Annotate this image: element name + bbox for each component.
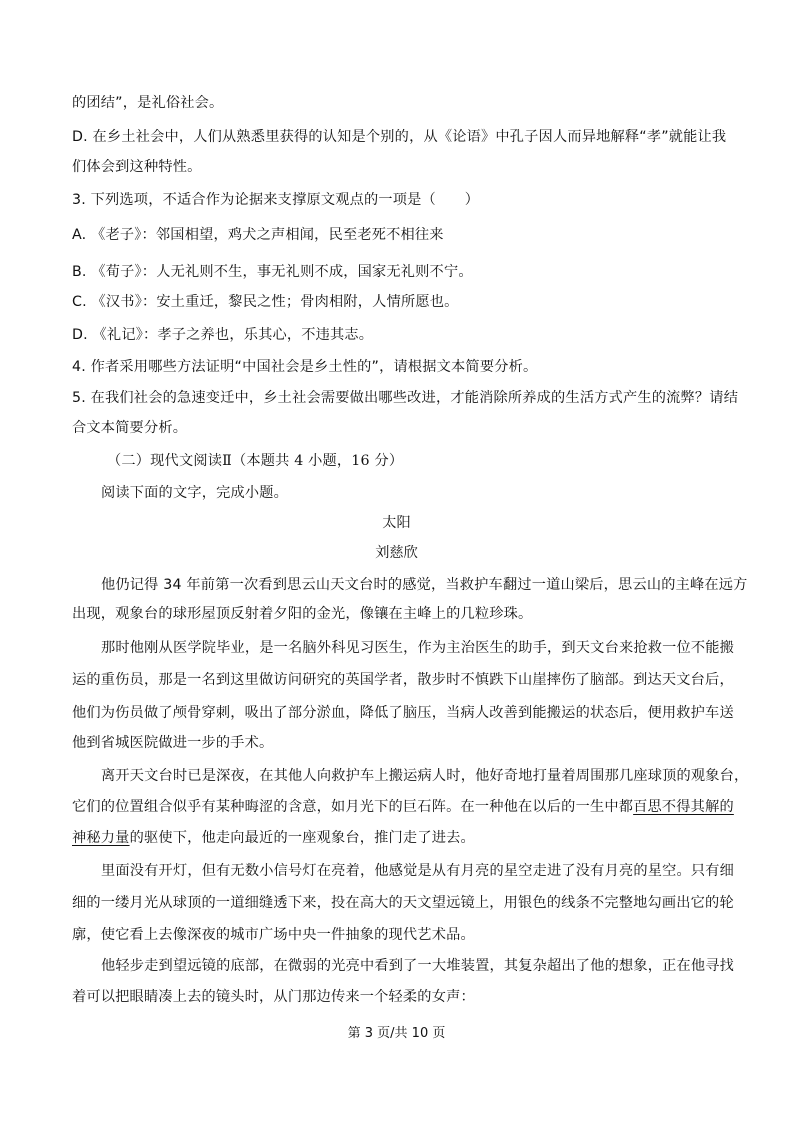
underlined-phrase: 神秘力量: [72, 830, 130, 846]
paragraph-line: 那时他刚从医学院毕业，是一名脑外科见习医生，作为主治医生的助手，到天文台来抢救一位不能搬: [101, 640, 735, 656]
paragraph-line: [72, 797, 734, 817]
paragraph-line: 细的一缕月光从球顶的一道细缝透下来，投在高大的天文望远镜上，用银色的线条不完整地勾画出它的轮: [72, 895, 734, 911]
question-3: 3. 下列选项，不适合作为论据来支撑原文观点的一项是（ ）: [72, 192, 480, 208]
text-segment: 的驱使下，他走向最近的一座观象台，推门走了进去。: [129, 830, 475, 846]
page-footer: 第 3 页/共 10 页: [347, 1026, 446, 1041]
paragraph-line: 廓，使它看上去像深夜的城市广场中央一件抽象的现代艺术品。: [72, 927, 475, 943]
instruction: 阅读下面的文字，完成小题。: [101, 485, 289, 501]
paragraph-line: 他仍记得 34 年前第一次看到思云山天文台时的感觉，当救护车翻过一道山梁后，思云山的主峰在远方: [101, 577, 748, 593]
question-5: 5. 在我们社会的急速变迁中，乡土社会需要做出哪些改进，才能消除所养成的生活方式产生的流弊？请结: [72, 390, 739, 406]
option-d: D. 《礼记》：孝子之养也，乐其心，不违其志。: [72, 327, 374, 343]
option-c: C. 《汉书》：安土重迁，黎民之性；骨肉相附，人情所愿也。: [72, 294, 459, 310]
option-a: A. 《老子》：邻国相望，鸡犬之声相闻，民至老死不相往来: [72, 227, 444, 243]
paragraph-line: 里面没有开灯，但有无数小信号灯在亮着，他感觉是从有月亮的星空走进了没有月亮的星空。只有细: [101, 863, 735, 879]
text-line: 合文本简要分析。: [72, 420, 188, 436]
paragraph-line: 他轻步走到望远镜的底部，在微弱的光亮中看到了一大堆装置，其复杂超出了他的想象，正在他寻找: [101, 958, 735, 974]
question-4: 4. 作者采用哪些方法证明“中国社会是乡土性的”，请根据文本简要分析。: [72, 359, 538, 375]
paragraph-line: [72, 828, 475, 848]
text-segment: 它们的位置组合似乎有某种晦涩的含意，如月光下的巨石阵。在一种他在以后的一生中都: [72, 799, 634, 815]
underlined-phrase: 百思不得其解的: [633, 799, 734, 815]
text-line: 们体会到这种特性。: [72, 159, 202, 175]
option-b: B. 《荀子》：人无礼则不生，事无礼则不成，国家无礼则不宁。: [72, 264, 473, 280]
story-title: 太阳: [382, 515, 411, 531]
paragraph-line: 离开天文台时已是深夜，在其他人向救护车上搬运病人时，他好奇地打量着周围那几座球顶的观象台，: [101, 768, 749, 784]
option-d-line: D. 在乡土社会中，人们从熟悉里获得的认知是个别的，从《论语》中孔子因人而异地解释“孝”就能让我: [72, 129, 727, 145]
section-heading: （二）现代文阅读Ⅱ（本题共 4 小题，16 分）: [107, 453, 404, 469]
paragraph-line: 运的重伤员，那是一名到这里做访问研究的英国学者，散步时不慎跌下山崖摔伤了脑部。到达天文台后，: [72, 672, 734, 688]
story-author: 刘慈欣: [375, 545, 418, 561]
paragraph-line: 他到省城医院做进一步的手术。: [72, 735, 274, 751]
paragraph-line: 出现，观象台的球形屋顶反射着夕阳的金光，像镶在主峰上的几粒珍珠。: [72, 606, 533, 622]
paragraph-line: 着可以把眼睛凑上去的镜头时，从门那边传来一个轻柔的女声：: [72, 989, 475, 1005]
paragraph-line: 他们为伤员做了颅骨穿刺，吸出了部分淤血，降低了脑压，当病人改善到能搬运的状态后，便用救护车送: [72, 705, 734, 721]
text-line: 的团结”，是礼俗社会。: [72, 95, 224, 111]
